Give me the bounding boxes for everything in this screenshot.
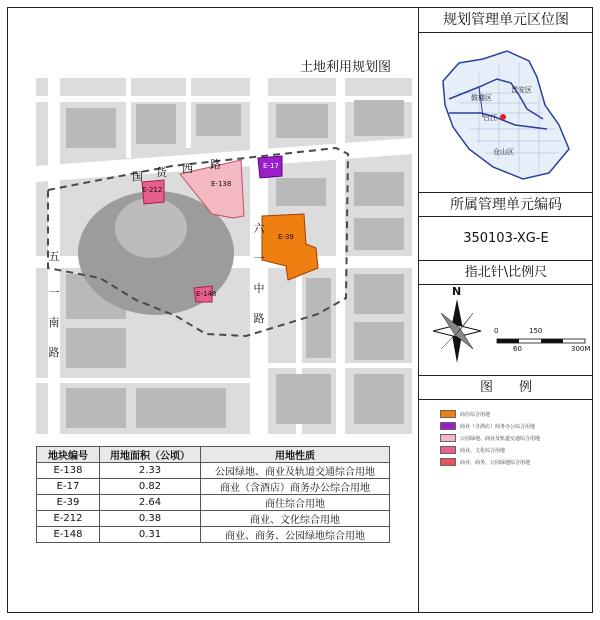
table-cell: 2.64 [100, 495, 201, 511]
unit-code-value: 350103-XG-E [419, 217, 593, 261]
legend-label: 商业、商务、公园绿地综合用地 [460, 459, 531, 466]
scale-tick-0: 0 [494, 327, 499, 335]
north-label: N [452, 285, 462, 298]
legend-label: 商业、文化综合用地 [460, 447, 506, 454]
district-label-taijiang: 台江 [483, 114, 497, 122]
unit-code-title: 所属管理单元编码 [419, 193, 593, 217]
legend-item [440, 410, 490, 418]
table-header-use: 用地性质 [201, 447, 390, 463]
land-use-map: E-212 E-138 E-17 E-39 E-148 国 货 西 路 六 一 中 路 五 一 南 路 [36, 78, 412, 434]
legend-label: 公园绿地、商业及轨道交通综合用地 [460, 435, 541, 442]
parcel-label-e148: E-148 [196, 290, 217, 298]
parcel-label-e138: E-138 [211, 180, 232, 188]
table-cell: 0.38 [100, 511, 201, 527]
legend-item [440, 458, 530, 466]
north-scale-box [419, 285, 593, 376]
table-row [37, 463, 390, 479]
legend-label: 商业（含酒店）商务办公综合用地 [460, 423, 536, 430]
district-label-gulou: 鼓楼区 [471, 94, 492, 102]
district-label-jinan: 晋安区 [511, 86, 532, 94]
parcel-label-e17: E-17 [263, 162, 279, 170]
scale-tick-60: 60 [513, 345, 522, 353]
table-row [37, 527, 390, 543]
table-cell: 商业（含酒店）商务办公综合用地 [201, 479, 390, 495]
location-map-title: 规划管理单元区位图 [419, 7, 593, 33]
table-cell: E-212 [37, 511, 100, 527]
table-header-code: 地块编号 [37, 447, 100, 463]
legend-swatch [440, 422, 456, 430]
table-header-area: 用地面积（公顷） [100, 447, 201, 463]
legend-swatch [440, 446, 456, 454]
map-title: 土地利用规划图 [300, 60, 392, 75]
table-cell: 0.31 [100, 527, 201, 543]
scale-tick-150: 150 [529, 327, 543, 335]
table-cell: E-39 [37, 495, 100, 511]
parcel-label-e212: E-212 [142, 186, 163, 194]
table-cell: 商业、文化综合用地 [201, 511, 390, 527]
location-marker-icon [500, 114, 506, 120]
table-cell: E-17 [37, 479, 100, 495]
legend-item [440, 434, 540, 442]
table-cell: E-148 [37, 527, 100, 543]
parcel-label-e39: E-39 [278, 233, 294, 241]
legend-swatch [440, 410, 456, 418]
district-label-cangshan: 仓山区 [493, 148, 514, 156]
north-arrow-icon [433, 299, 481, 363]
legend-item [440, 422, 535, 430]
north-scale-title: 指北针\比例尺 [419, 261, 593, 285]
table-row [37, 479, 390, 495]
table-cell: 2.33 [100, 463, 201, 479]
road-label-wuyi: 五 一 南 路 [48, 250, 60, 359]
scale-tick-300m: 300M [571, 345, 591, 353]
table-cell: E-138 [37, 463, 100, 479]
table-cell: 商业、商务、公园绿地综合用地 [201, 527, 390, 543]
legend-swatch [440, 434, 456, 442]
table-cell: 0.82 [100, 479, 201, 495]
legend-item [440, 446, 505, 454]
legend-label: 商住综合用地 [460, 411, 491, 418]
road-label-liuyi: 六 一 中 路 [253, 222, 265, 325]
legend-title: 图 例 [419, 376, 593, 400]
location-map [419, 33, 593, 193]
table-header-row [37, 447, 390, 463]
legend-swatch [440, 458, 456, 466]
table-row [37, 511, 390, 527]
table-row [37, 495, 390, 511]
table-cell: 公园绿地、商业及轨道交通综合用地 [201, 463, 390, 479]
table-cell: 商住综合用地 [201, 495, 390, 511]
scale-bar [497, 339, 585, 343]
parcel-table [36, 446, 390, 543]
